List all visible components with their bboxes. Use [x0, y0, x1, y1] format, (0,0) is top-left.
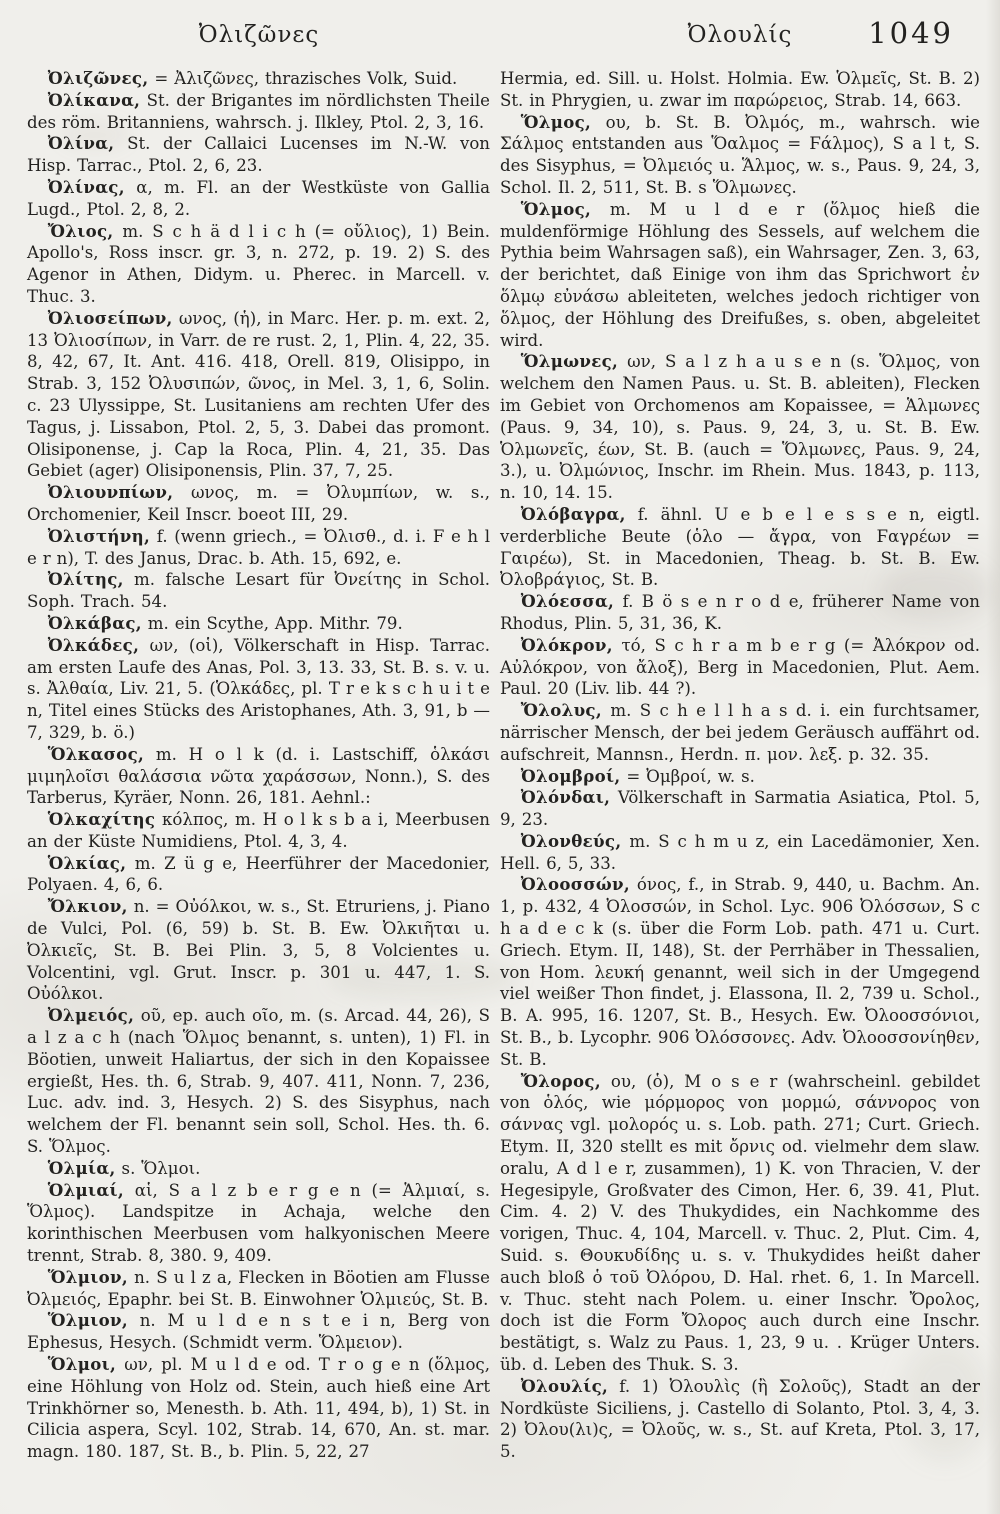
dictionary-entry: Hermia, ed. Sill. u. Holst. Holmia. Ew. Ὁλμεῖς, St. B. 2) St. in Phrygien, u. zwar im παρώρειος, Strab. 14, 663. — [500, 69, 980, 110]
dictionary-entry: Ὀλοοσσών, όνος, f., in Strab. 9, 440, u. Bachm. An. 1, p. 432, 4 Ὀλοσσών, in Schol. Lyc. 906 Ὀλόσσων, S c h a d e c k (s. über die Form Lob. path. 471 u. Curt. Griech. Etym. II, 148), St. der Perrhäber in Thessalien, von Hom. λευκή genannt, weil sich in der Umgegend viel weißer Thon findet, j. Elassona, Il. 2, 739 u. Schol., B. A. 995, 16. 1207, St. B., Hesych. Ew. Ὀλοοσσόνιοι, St. B., b. Lycophr. 906 Ὀλόσσονες. Adv. Ὀλοοσσονίηθεν, St. B. — [500, 874, 980, 1069]
dictionary-entry: Ὄλολυς, m. S c h e l l h a s d. i. ein furchtsamer, närrischer Mensch, der bei jedem Geräusch auffährt od. aufschreit, Mannsn., Herdn. π. μον. λεξ. p. 32. 35. — [500, 700, 980, 764]
dictionary-entry: Ὀλίκανα, St. der Brigantes im nördlichsten Theile des röm. Britanniens, wahrsch. j. Ilkley, Ptol. 2, 3, 16. — [27, 89, 490, 132]
dictionary-entry: Ὀλομβροί, = Ὀμβροί, w. s. — [520, 765, 755, 786]
dictionary-entry: Ὄλιος, m. S c h ä d l i c h (= οὔλιος), 1) Bein. Apollo's, Ross inscr. gr. 3, n. 272, p. 19. 2) S. des Agenor in Athen, Didym. u. Pherec. in Marcell. v. Thuc. 3. — [27, 220, 490, 306]
running-head-right: Ὀλουλίς — [687, 22, 793, 48]
dictionary-entry: Ὄλκιον, n. = Οὐόλκοι, w. s., St. Etruriens, j. Piano de Vulci, Pol. (6, 59) b. St. B. Ew. Ὀλκιῆται u. Ὀλκιεῖς, St. B. Bei Plin. 3, 5, 8 Volcientes u. Volcentini, vgl. Grut. Inscr. p. 301 u. 447, 1. S. Οὐόλκοι. — [27, 896, 490, 1004]
text-columns — [0, 68, 1000, 1463]
entry-lemma: Ὀλόεσσα, — [520, 591, 615, 612]
dictionary-entry: Ὀλίνα, St. der Callaici Lucenses im N.-W. von Hisp. Tarrac., Ptol. 2, 6, 23. — [27, 133, 490, 176]
entry-lemma: Ὀλιοσείπων, — [47, 307, 173, 328]
dictionary-entry: Ὀλίτης, m. falsche Lesart für Ὀνείτης in Schol. Soph. Trach. 54. — [27, 569, 490, 612]
dictionary-entry: Ὅλμιον, n. M u l d e n s t e i n, Berg von Ephesus, Hesych. (Schmidt verm. Ὅλμειον). — [27, 1310, 490, 1353]
entry-lemma: Ὅλμωνες, — [520, 351, 619, 372]
entry-lemma: Ὅλμιον, — [47, 1310, 128, 1331]
entry-lemma: Ὄλορος, — [520, 1070, 601, 1091]
entry-lemma: Ὄλιος, — [47, 220, 114, 241]
dictionary-entry: Ὅλμοι, ων, pl. M u l d e od. T r o g e n (ὅλμος, eine Höhlung von Holz od. Stein, auch hieß eine Art Trinkhörner so, Menesth. b. Ath. 11, 494, b), 1) St. in Cilicia aspera, Scyl. 102, Strab. 14, 670, An. st. mar. magn. 180. 187, St. B., b. Plin. 5, 22, 27 — [27, 1354, 490, 1462]
dictionary-entry: Ὀλιουνπίων, ωνος, m. = Ὀλυμπίων, w. s., Orchomenier, Keil Inscr. boeot III, 29. — [27, 482, 490, 524]
entry-lemma: Ὀλμειός, — [47, 1005, 135, 1026]
dictionary-entry: Ὀλόβαγρα, f. ähnl. U e b e l e s s e n, eigtl. verderbliche Beute (ὁλο — ἄγρα, von Ϝαγρέων = Γαιρέω), St. in Macedonien, Theag. b. St. B. Ew. Ὀλοβράγιος, St. B. — [500, 503, 980, 590]
entry-lemma: Ὁλκίας, — [47, 852, 127, 873]
entry-lemma: Ὀλουλίς, — [520, 1375, 609, 1396]
dictionary-entry: Ὅλμος, m. M u l d e r (ὅλμος hieß die muldenförmige Höhlung des Sessels, auf welchem die Pythia beim Wahrsagen saß), ein Wahrsager, Zen. 3, 63, der berichtet, daß Einige von ihm das Sprichwort ἐν ὅλμῳ εὐνάσω ableiteten, welches jedoch richtiger von ὅλμος, der Höhlung des Dreifußes, s. oben, abgeleitet wird. — [500, 198, 980, 350]
dictionary-entry: Ὀλκάδες, ων, (οἱ), Völkerschaft in Hisp. Tarrac. am ersten Laufe des Anas, Pol. 3, 13. 33, St. B. s. v. u. s. Ἀλθαία, Liv. 21, 5. (Ὁλκάδες, pl. T r e k s c h u i t e n, Titel eines Stücks des Aristophanes, Ath. 3, 91, b — 7, 329, b. ö.) — [27, 634, 490, 742]
page-header — [0, 14, 1000, 60]
entry-lemma: Ὄλκιον, — [47, 896, 128, 917]
dictionary-entry: Ὁλμιαί, αἱ, S a l z b e r g e n (= Ἁλμιαί, s. Ὅλμος). Landspitze in Achaja, welche den korinthischen Meerbusen vom halkyonischen Meere trennt, Strab. 8, 380. 9, 409. — [27, 1179, 490, 1266]
dictionary-entry: Ὁλμία, s. Ὅλμοι. — [47, 1157, 201, 1178]
dictionary-entry: Ὀλιστήνη, f. (wenn griech., = Ὀλισθ., d. i. F e h l e r n), T. des Janus, Drac. b. Ath. 15, 692, e. — [27, 525, 490, 568]
dictionary-entry: Ὀλιζῶνες, = Ἀλιζῶνες, thrazisches Volk, Suid. — [47, 68, 458, 88]
entry-lemma: Ὀλιουνπίων, — [47, 482, 174, 503]
entry-lemma: Ὀλίκανα, — [47, 89, 141, 110]
dictionary-entry: Ὀλονθεύς, m. S c h m u z, ein Lacedämonier, Xen. Hell. 6, 5, 33. — [500, 830, 980, 873]
dictionary-entry: Ὀλίνας, α, m. Fl. an der Westküste von Gallia Lugd., Ptol. 2, 8, 2. — [27, 176, 490, 219]
entry-lemma: Ὁλμιαί, — [47, 1179, 124, 1200]
dictionary-entry: Ὀλιοσείπων, ωνος, (ἡ), in Marc. Her. p. m. ext. 2, 13 Ὀλιοσίπων, in Varr. de re rust. 2, 1, Plin. 4, 22, 35. 8, 42, 67, It. Ant. 416. 418, Orell. 819, Olisippo, in Strab. 3, 152 Ὀλυσιπών, ῶνος, in Mel. 3, 1, 6, Solin. c. 23 Ulyssippe, St. Lusitaniens am rechten Ufer des Tagus, j. Lissabon, Ptol. 2, 5, 3. Dabei das promont. Olisiponense, j. Cap la Roca, Plin. 4, 21, 35. Das Gebiet (ager) Olisiponensis, Plin. 37, 7, 25. — [27, 307, 490, 481]
column-right — [500, 68, 980, 1463]
entry-lemma: Ὀλίνας, — [47, 176, 125, 197]
dictionary-entry: Ὁλκίας, m. Z ü g e, Heerführer der Macedonier, Polyaen. 4, 6, 6. — [27, 852, 490, 895]
entry-lemma: Ὅλμος, — [520, 198, 592, 219]
column-left — [27, 68, 490, 1463]
entry-lemma: Ὁλκαχίτης — [47, 809, 156, 830]
entry-lemma: Ὀλίνα, — [47, 133, 115, 154]
entry-lemma: Ὀλομβροί, — [520, 765, 621, 786]
entry-lemma: Ὀλόκρον, — [520, 634, 613, 655]
dictionary-entry: Ὄλορος, ου, (ὁ), M o s e r (wahrscheinl. gebildet von ὁλός, wie μόρμορος von μορμώ, σάννορος von σάννας vgl. μολορός u. s. Lob. path. 271; Curt. Griech. Etym. II, 320 stellt es mit ὄρνις od. vielmehr dem slaw. oralu, A d l e r, zusammen), 1) K. von Thracien, V. der Hegesipyle, Großvater des Cimon, Her. 6, 39. 41, Plut. Cim. 4. 2) V. des Thukydides, ein Nachkomme des vorigen, Thuc. 4, 104, Marcell. v. Thuc. 2, Plut. Cim. 4, Suid. s. Θουκυδίδης u. s. v. Thukydides heißt daher auch bloß ὁ τοῦ Ὀλόρου, D. Hal. rhet. 6, 1. In Marcell. v. Thuc. steht nach Polem. u. einer Inschr. Ὄρολος, doch ist die Form Ὄλορος auch durch eine Inschr. bestätigt, s. Walz zu Paus. 1, 23, 9 u. . Krüger Unters. üb. d. Leben des Thuk. S. 3. — [500, 1070, 980, 1375]
dictionary-entry: Ὀλμειός, οῦ, ep. auch οῖο, m. (s. Arcad. 44, 26), S a l z a c h (nach Ὅλμος benannt, s. unten), 1) Fl. in Böotien, unweit Haliartus, der sich in den Kopaissee ergießt, Hes. th. 6, Strab. 9, 407. 411, Nonn. 7, 236, Luc. adv. ind. 3, Hesych. 2) S. des Sisyphus, nach welchem der Fl. benannt sein soll, Schol. Hes. th. 6. S. Ὅλμος. — [27, 1005, 490, 1157]
entry-lemma: Ὀλόνδαι, — [520, 787, 611, 808]
entry-lemma: Ὀλόβαγρα, — [520, 503, 626, 524]
running-head-left: Ὀλιζῶνες — [198, 22, 320, 48]
entry-lemma: Ὁλμία, — [47, 1157, 116, 1178]
entry-lemma: Ὅλμος, — [520, 111, 592, 132]
dictionary-entry: Ὅλμος, ου, b. St. B. Ὀλμός, m., wahrsch. wie Σάλμος entstanden aus Ὅαλμος = Ϝάλμος), S a l t, S. des Sisyphus, = Ὀλμειός u. Ἅλμος, w. s., Paus. 9, 24, 3, Schol. Il. 2, 511, St. B. s Ὅλμωνες. — [500, 111, 980, 197]
entry-lemma: Ὀλοοσσών, — [520, 874, 631, 895]
dictionary-entry: Ὅλμιον, n. S u l z a, Flecken in Böotien am Flusse Ὀλμειός, Epaphr. bei St. B. Einwohner Ὁλμιεύς, St. B. — [27, 1266, 490, 1309]
dictionary-entry: Ὀλκάβας, m. ein Scythe, App. Mithr. 79. — [47, 612, 403, 633]
entry-lemma: Ὄλολυς, — [520, 700, 602, 721]
dictionary-entry: Ὀλουλίς, f. 1) Ὀλουλὶς (ἢ Σολοῦς), Stadt an der Nordküste Siciliens, j. Castello di Solanto, Ptol. 3, 4, 3. 2) Ὀλου(λι)ς, = Ὀλοῦς, w. s., St. auf Kreta, Ptol. 3, 17, 5. — [500, 1375, 980, 1462]
entry-lemma: Ὅλκασος, — [47, 743, 145, 764]
page-number: 1049 — [868, 16, 954, 50]
dictionary-entry: Ὀλόεσσα, f. B ö s e n r o d e, früherer Name von Rhodus, Plin. 5, 31, 36, K. — [500, 591, 980, 633]
dictionary-entry: Ὅλμωνες, ων, S a l z h a u s e n (s. Ὅλμος, von welchem den Namen Paus. u. St. B. ableiten), Flecken im Gebiet von Orchomenos am Kopaissee, = Ἁλμωνες (Paus. 9, 34, 10), s. Paus. 9, 24, 3, u. St. B. Ew. Ὁλμωνεῖς, έων, St. B. (auch = Ὅλμωνες, Paus. 9, 24, 3.), u. Ὀλμώνιος, Inschr. im Rhein. Mus. 1843, p. 113, n. 10, 14. 15. — [500, 351, 980, 503]
dictionary-entry: Ὀλόκρον, τό, S c h r a m b e r g (= Ἀλόκρον od. Αὐλόκρον, von ἄλοξ), Berg in Macedonien, Plut. Aem. Paul. 20 (Liv. lib. 44 ?). — [500, 634, 980, 699]
entry-lemma: Ὀλιζῶνες, — [47, 68, 149, 88]
entry-lemma: Ὀλιστήνη, — [47, 525, 151, 546]
entry-lemma: Ὀλκάβας, — [47, 612, 142, 633]
entry-lemma: Ὅλμιον, — [47, 1266, 128, 1287]
entry-lemma: Ὀλίτης, — [47, 569, 124, 590]
dictionary-entry: Ὁλκαχίτης κόλπος, m. H o l k s b a i, Meerbusen an der Küste Numidiens, Ptol. 4, 3, 4. — [27, 809, 490, 851]
entry-lemma: Ὀλονθεύς, — [520, 830, 622, 851]
dictionary-entry: Ὀλόνδαι, Völkerschaft in Sarmatia Asiatica, Ptol. 5, 9, 23. — [500, 787, 980, 830]
entry-lemma: Ὀλκάδες, — [47, 634, 140, 655]
entry-lemma: Ὅλμοι, — [47, 1354, 117, 1375]
dictionary-entry: Ὅλκασος, m. H o l k (d. i. Lastschiff, ὁλκάσι μιμηλοῖσι θαλάσσια νῶτα χαράσσων, Nonn.), S. des Tarberus, Kyräer, Nonn. 26, 181. Aehnl.: — [27, 743, 490, 808]
